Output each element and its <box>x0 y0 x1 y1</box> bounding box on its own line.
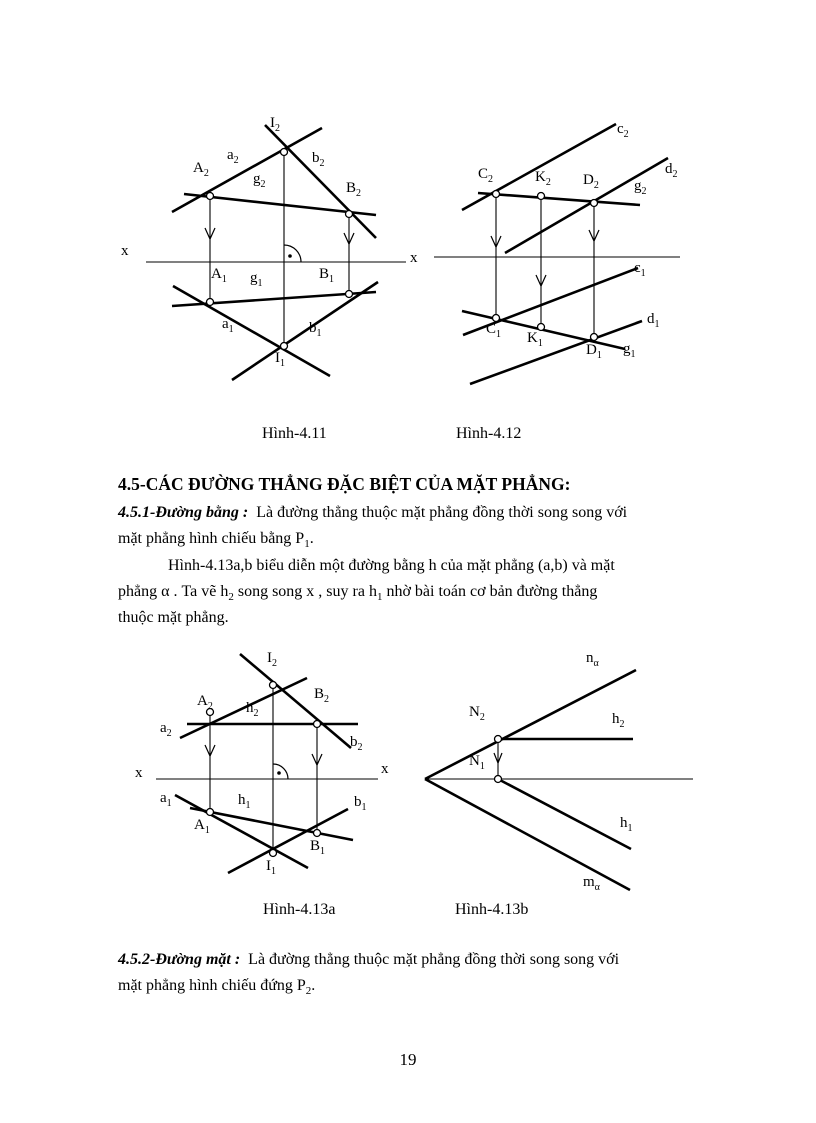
label-n-alpha: $n_\alpha$ <box>586 650 599 669</box>
para-line <box>118 973 698 999</box>
label-B1: $B_1$ <box>319 266 335 285</box>
label-K1: $K_1$ <box>527 330 543 349</box>
line-n-alpha <box>425 670 636 779</box>
caption-4-13a: Hình-4.13a <box>263 901 336 918</box>
label-C2: $C_2$ <box>478 166 494 185</box>
text-span: nhờ bài toán cơ bản đường thẳng <box>382 583 598 600</box>
label-b2: $b_2$ <box>312 150 325 169</box>
caption-4-12: Hình-4.12 <box>456 425 522 442</box>
label-x-right-4-13a: x <box>381 761 389 777</box>
label-h1-4-13b: $h_1$ <box>620 815 633 834</box>
text-span: Hình-4.13a,b biểu diễn một đường bằng h của mặt phẳng (a,b) và mặt <box>168 557 615 574</box>
label-C1: $C_1$ <box>486 321 502 340</box>
text-span: mặt phẳng hình chiếu đứng P <box>118 977 306 994</box>
line-h1-4-13b <box>498 779 631 849</box>
label-N2: $N_2$ <box>469 704 485 723</box>
label-d2: $d_2$ <box>665 161 678 180</box>
label-a1-4-13a: $a_1$ <box>160 790 172 809</box>
subsection-title-4-5-1: 4.5.1-Đường bằng : <box>118 504 249 521</box>
subscript: 1 <box>304 538 310 551</box>
label-g1-4-12: $g_1$ <box>623 341 636 360</box>
label-b2-4-13a: $b_2$ <box>350 734 363 753</box>
subscript: 2 <box>305 985 312 998</box>
label-I2: $I_2$ <box>270 115 280 134</box>
text-span: . <box>309 530 314 547</box>
label-c2: $c_2$ <box>617 121 629 140</box>
label-N1: $N_1$ <box>469 753 485 772</box>
text-span: thuộc mặt phẳng. <box>118 609 229 626</box>
label-B1-4-13a: $B_1$ <box>310 838 326 857</box>
point-N2 <box>495 736 502 743</box>
text-span: Là đường thẳng thuộc mặt phẳng đồng thời song song với <box>248 951 620 968</box>
point-N1 <box>495 776 502 783</box>
label-A2-4-13a: $A_2$ <box>197 693 213 712</box>
label-A1-4-13a: $A_1$ <box>194 817 210 836</box>
caption-4-13b: Hình-4.13b <box>455 901 529 918</box>
label-x-left-4-13a: x <box>135 765 143 781</box>
label-I1-4-13a: $I_1$ <box>266 858 276 877</box>
label-a2-4-13a: $a_2$ <box>160 720 172 739</box>
label-K2: $K_2$ <box>535 169 551 188</box>
text-span: phẳng α . Ta vẽ h <box>118 583 229 600</box>
text-span: Là đường thẳng thuộc mặt phẳng đồng thời song song với <box>256 504 628 521</box>
label-a2: $a_2$ <box>227 147 239 166</box>
text-span: song song x , suy ra h <box>233 583 377 600</box>
text-span: . <box>311 977 316 994</box>
para-section-4-5-2 <box>118 947 698 999</box>
para-line <box>118 947 698 973</box>
label-D2: $D_2$ <box>583 172 599 191</box>
caption-4-11: Hình-4.11 <box>262 425 327 442</box>
label-h2: $h_2$ <box>246 700 259 719</box>
label-B2-4-13a: $B_2$ <box>314 686 330 705</box>
label-h2-4-13b: $h_2$ <box>612 711 625 730</box>
label-I2-4-13a: $I_2$ <box>267 650 277 669</box>
label-g1: $g_1$ <box>250 270 263 289</box>
label-I1: $I_1$ <box>275 350 285 369</box>
subscript: 1 <box>376 591 383 604</box>
label-a1: $a_1$ <box>222 316 234 335</box>
page-number: 19 <box>399 1050 417 1069</box>
label-c1: $c_1$ <box>634 260 646 279</box>
label-b1-4-13a: $b_1$ <box>354 794 367 813</box>
label-x-left-4-11: x <box>121 243 129 259</box>
label-B2: $B_2$ <box>346 180 362 199</box>
label-d1: $d_1$ <box>647 311 660 330</box>
label-g2: $g_2$ <box>253 171 266 190</box>
subscript: 2 <box>228 591 234 604</box>
label-m-alpha: $m_\alpha$ <box>583 874 600 893</box>
label-x-right-4-11: x <box>410 250 418 266</box>
section-heading: 4.5-CÁC ĐƯỜNG THẲNG ĐẶC BIỆT CỦA MẶT PHẲNG: <box>118 474 571 494</box>
label-A1: $A_1$ <box>211 266 227 285</box>
label-A2: $A_2$ <box>193 160 209 179</box>
label-h1: $h_1$ <box>238 792 251 811</box>
label-g2-4-12: $g_2$ <box>634 178 647 197</box>
label-b1: $b_1$ <box>309 320 322 339</box>
subsection-title-4-5-2: 4.5.2-Đường mặt : <box>118 951 241 968</box>
label-D1: $D_1$ <box>586 342 602 361</box>
text-span: mặt phẳng hình chiếu bằng P <box>118 530 305 547</box>
